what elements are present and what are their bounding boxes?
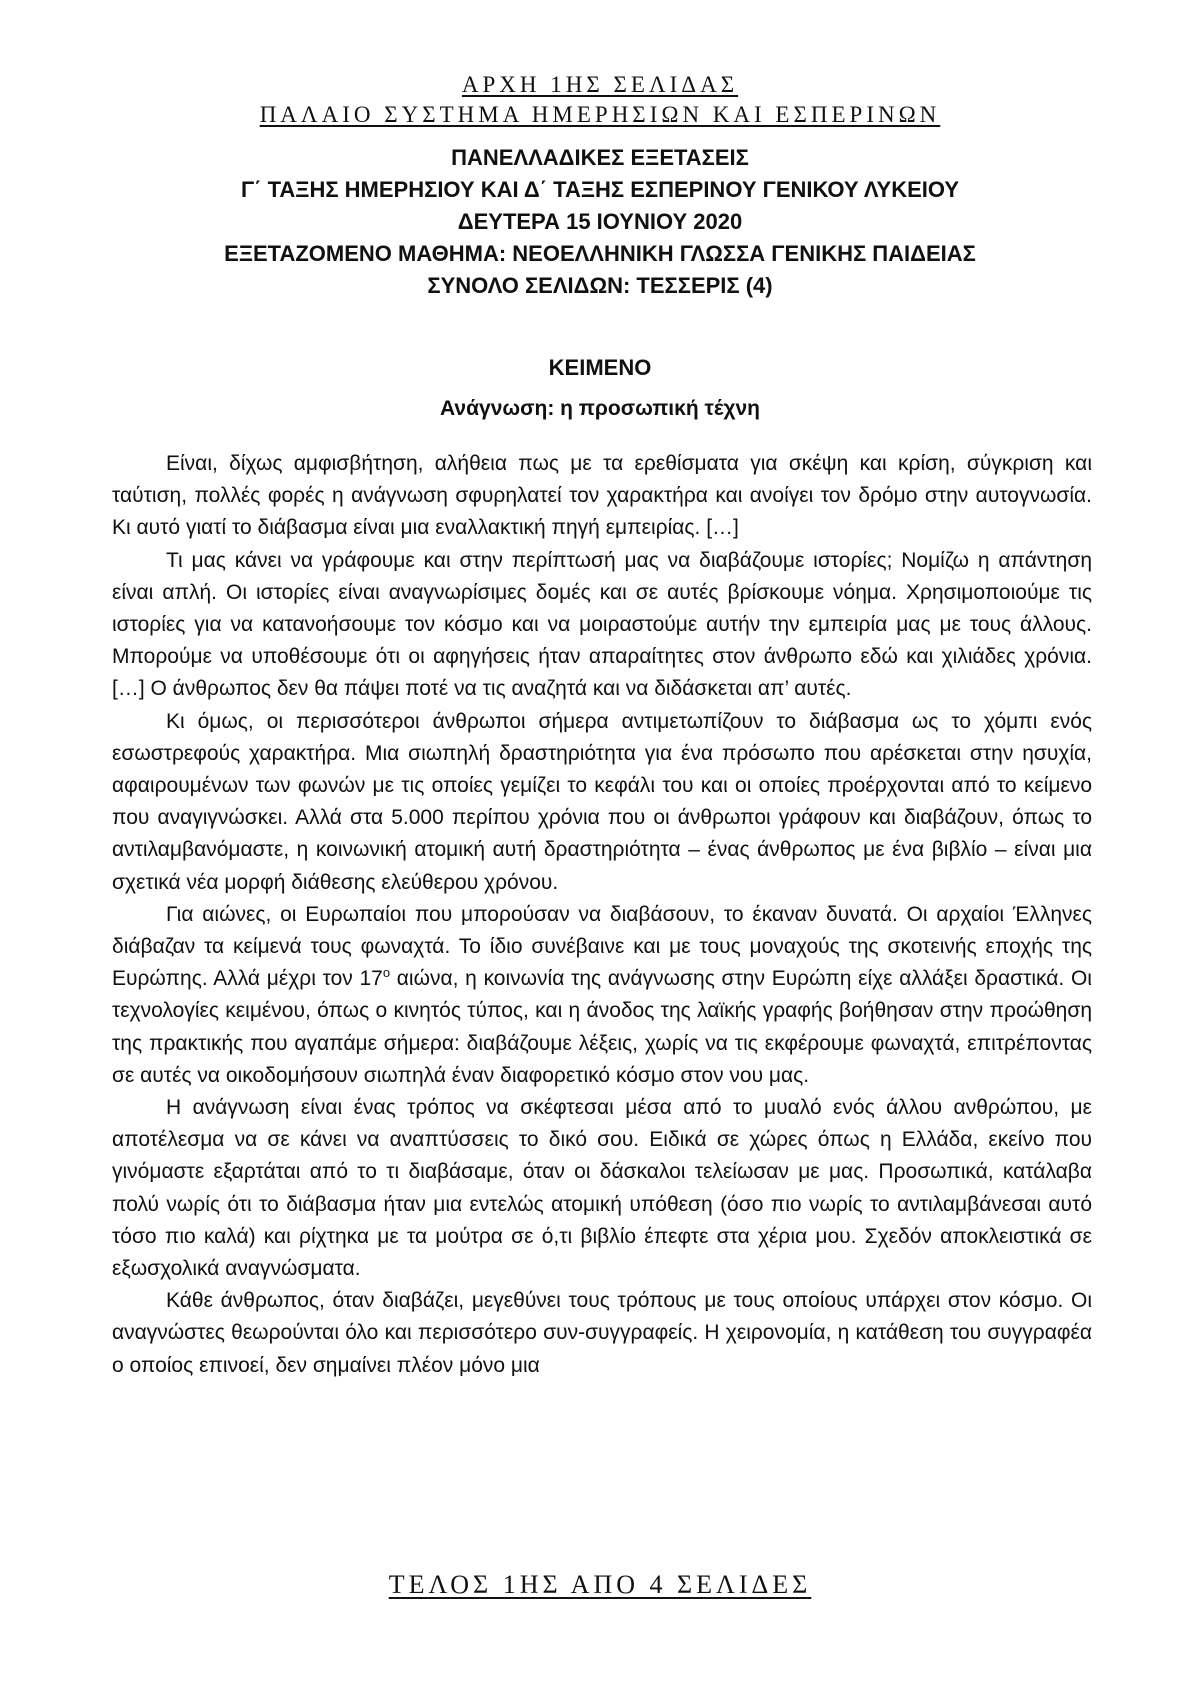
exam-date: ΔΕΥΤΕΡΑ 15 ΙΟΥΝΙΟΥ 2020 (457, 209, 743, 234)
exam-title: ΠΑΝΕΛΛΑΔΙΚΕΣ ΕΞΕΤΑΣΕΙΣ (451, 145, 749, 170)
exam-pages: ΣΥΝΟΛΟ ΣΕΛΙΔΩΝ: ΤΕΣΣΕΡΙΣ (4) (427, 273, 773, 298)
header-page-start: ΑΡΧΗ 1ΗΣ ΣΕΛΙΔΑΣ (461, 72, 739, 97)
paragraph-3: Κι όμως, οι περισσότεροι άνθρωποι σήμερα αντιμετωπίζουν το διάβασμα ως το χόμπι ενός εσωστρεφούς χαρακτήρα. Μια σιωπηλή δραστηριότητα για ένα πρόσωπο που αρέσκεται στην ησυχία, αφαιρουμένων των φωνών με τις οποίες γεμίζει το κεφάλι του και οι οποίες προέρχονται από το κείμενο που αναγιγνώσκει. Αλλά στα 5.000 περίπου χρόνια που οι άνθρωποι γράφουν και διαβάζουν, όπως το αντιλαμβανόμαστε, η κοινωνική ατομική αυτή δραστηριότητα – ένας άνθρωπος με ένα βιβλίο – είναι μια σχετικά νέα μορφή διάθεσης ελεύθερου χρόνου. (112, 709, 1092, 894)
paragraph-4-part-b: αιώνα, η κοινωνία της ανάγνωσης στην Ευρώπη είχε αλλάξει δραστικά. Οι τεχνολογίες κειμένου, όπως ο κινητός τύπος, και η άνοδος της λαϊκής γραφής βοήθησαν στην προώθηση της πρακτικής που αγαπάμε σήμερα: διαβάζουμε λέξεις, χωρίς να τις εκφέρουμε φωναχτά, επιτρέποντας σε αυτές να οικοδομήσουν σιωπηλά έναν διαφορετικό κόσμο στον νου μας. (112, 967, 1092, 1087)
page-footer (0, 1570, 1200, 1600)
section-title: ΚΕΙΜΕΝΟ (548, 355, 652, 380)
header-system: ΠΑΛΑΙΟ ΣΥΣΤΗΜΑ ΗΜΕΡΗΣΙΩΝ ΚΑΙ ΕΣΠΕΡΙΝΩΝ (259, 102, 941, 127)
paragraph-5: Η ανάγνωση είναι ένας τρόπος να σκέφτεσαι μέσα από το μυαλό ενός άλλου ανθρώπου, με αποτέλεσμα να σε κάνει να αναπτύσσεις το δικό σου. Ειδικά σε χώρες όπως η Ελλάδα, εκείνο που γινόμαστε εξαρτάται από το τι διαβάσαμε, όταν οι δάσκαλοι τελείωσαν με μας. Προσωπικά, κατάλαβα πολύ νωρίς ότι το διάβασμα ήταν μια εντελώς ατομική υπόθεση (όσο πιο νωρίς το αντιλαμβάνεσαι αυτό τόσο πιο καλά) και ρίχτηκα με τα μούτρα σε ό,τι βιβλίο έπεφτε στα χέρια μου. Σχεδόν αποκλειστικά σε εξωσχολικά αναγνώσματα. (112, 1096, 1092, 1281)
paragraph-1: Είναι, δίχως αμφισβήτηση, αλήθεια πως με τα ερεθίσματα για σκέψη και κρίση, σύγκριση και ταύτιση, πολλές φορές η ανάγνωση σφυρηλατεί τον χαρακτήρα και ανοίγει τον δρόμο στην αυτογνωσία. Κι αυτό γιατί το διάβασμα είναι μια εναλλακτική πηγή εμπειρίας. […] (112, 452, 1092, 540)
exam-info (0, 142, 1200, 302)
paragraph-6: Κάθε άνθρωπος, όταν διαβάζει, μεγεθύνει τους τρόπους με τους οποίους υπάρχει στον κόσμο. Οι αναγνώστες θεωρούνται όλο και περισσότερο συν-συγγραφείς. Η χειρονομία, η κατάθεση του συγγραφέα ο οποίος επινοεί, δεν σημαίνει πλέον μόνο μια (112, 1289, 1092, 1377)
section-subtitle: Ανάγνωση: η προσωπική τέχνη (440, 397, 760, 420)
exam-classes: Γ΄ ΤΑΞΗΣ ΗΜΕΡΗΣΙΟΥ ΚΑΙ Δ΄ ΤΑΞΗΣ ΕΣΠΕΡΙΝΟΥ ΓΕΝΙΚΟΥ ΛΥΚΕΙΟΥ (240, 177, 960, 202)
footer-page-end: ΤΕΛΟΣ 1ΗΣ ΑΠΟ 4 ΣΕΛΙΔΕΣ (388, 1570, 812, 1599)
exam-subject: ΕΞΕΤΑΖΟΜΕΝΟ ΜΑΘΗΜΑ: ΝΕΟΕΛΛΗΝΙΚΗ ΓΛΩΣΣΑ ΓΕΝΙΚΗΣ ΠΑΙΔΕΙΑΣ (224, 241, 976, 266)
text-body (112, 448, 1092, 1382)
paragraph-4-part-a: Για αιώνες, οι Ευρωπαίοι που μπορούσαν να διαβάσουν, το έκαναν δυνατά. Οι αρχαίοι Έλληνες διάβαζαν τα κείμενά τους φωναχτά. Το ίδιο συνέβαινε και με τους μοναχούς της σκοτεινής εποχής της Ευρώπης. Αλλά μέχρι τον 17 (112, 902, 1092, 991)
paragraph-2: Τι μας κάνει να γράφουμε και στην περίπτωσή μας να διαβάζουμε ιστορίες; Νομίζω η απάντηση είναι απλή. Οι ιστορίες είναι αναγνωρίσιμες δομές και σε αυτές βρίσκουμε νόημα. Χρησιμοποιούμε τις ιστορίες για να κατανοήσουμε τον κόσμο και να μοιραστούμε αυτήν την εμπειρία μας με τους άλλους. Μπορούμε να υποθέσουμε ότι οι αφηγήσεις ήταν απαραίτητες στον άνθρωπο εδώ και χιλιάδες χρόνια. […] Ο άνθρωπος δεν θα πάψει ποτέ να τις αναζητά και να διδάσκεται απ’ αυτές. (112, 548, 1092, 701)
page-header (0, 70, 1200, 130)
paragraph-4 (112, 899, 1092, 1092)
ordinal-superscript: ο (382, 965, 391, 981)
